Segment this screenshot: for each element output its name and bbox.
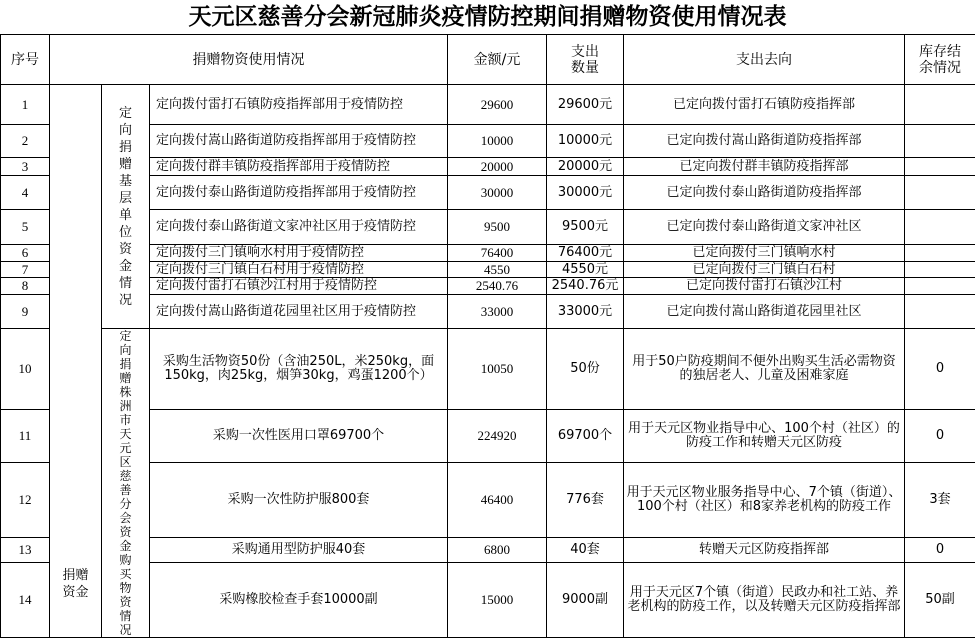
row-destination: 已定向拨付雷打石镇沙江村 [624,278,905,295]
row-stock: 3套 [905,462,975,537]
row-seq: 12 [1,462,50,537]
row-seq: 13 [1,537,50,563]
row-seq: 3 [1,158,50,176]
row-description: 采购通用型防护服40套 [150,537,448,563]
row-quantity: 50份 [547,329,624,410]
category-grassroots: 定 向 捐 赠 基 层 单 位 资 金 情 况 [102,85,150,329]
row-stock: 50副 [905,563,975,638]
donation-usage-table [0,34,975,638]
row-amount: 10050 [448,329,547,410]
row-description: 定向拨付泰山路街道防疫指挥部用于疫情防控 [150,176,448,210]
table-row [1,85,975,125]
row-amount: 9500 [448,210,547,245]
row-amount: 4550 [448,262,547,278]
row-stock [905,262,975,278]
row-quantity: 776套 [547,462,624,537]
row-amount: 20000 [448,158,547,176]
row-seq: 4 [1,176,50,210]
header-stock: 库存结 余情况 [905,35,975,85]
row-stock [905,158,975,176]
row-stock [905,125,975,158]
row-amount: 46400 [448,462,547,537]
row-stock [905,278,975,295]
row-quantity: 29600元 [547,85,624,125]
row-quantity: 33000元 [547,295,624,329]
category-purchase: 定 向 捐 赠 株 洲 市 天 元 区 慈 善 分 会 资 金 购 买 物 资 情 况 [102,329,150,638]
row-stock [905,176,975,210]
row-quantity: 20000元 [547,158,624,176]
row-destination: 已定向拨付泰山路街道文家冲社区 [624,210,905,245]
row-quantity: 69700个 [547,410,624,463]
page-title: 天元区慈善分会新冠肺炎疫情防控期间捐赠物资使用情况表 [0,0,975,34]
row-amount: 224920 [448,410,547,463]
row-amount: 76400 [448,245,547,262]
row-amount: 6800 [448,537,547,563]
row-quantity: 30000元 [547,176,624,210]
row-description: 定向拨付群丰镇防疫指挥部用于疫情防控 [150,158,448,176]
row-destination: 已定向拨付三门镇白石村 [624,262,905,278]
row-quantity: 10000元 [547,125,624,158]
header-destination: 支出去向 [624,35,905,85]
row-seq: 1 [1,85,50,125]
row-quantity: 40套 [547,537,624,563]
row-quantity: 4550元 [547,262,624,278]
row-seq: 6 [1,245,50,262]
row-seq: 11 [1,410,50,463]
row-quantity: 9500元 [547,210,624,245]
row-stock: 0 [905,410,975,463]
row-stock: 0 [905,329,975,410]
row-description: 定向拨付嵩山路街道花园里社区用于疫情防控 [150,295,448,329]
row-seq: 5 [1,210,50,245]
row-destination: 用于天元区7个镇（街道）民政办和社工站、养老机构的防疫工作，以及转赠天元区防疫指挥部 [624,563,905,638]
row-description: 定向拨付泰山路街道文家冲社区用于疫情防控 [150,210,448,245]
row-description: 定向拨付雷打石镇防疫指挥部用于疫情防控 [150,85,448,125]
row-destination: 已定向拨付雷打石镇防疫指挥部 [624,85,905,125]
row-seq: 8 [1,278,50,295]
row-description: 采购生活物资50份（含油250L，米250kg，面150kg，肉25kg，烟笋30kg，鸡蛋1200个） [150,329,448,410]
row-amount: 30000 [448,176,547,210]
header-row [1,35,975,85]
header-amount: 金额/元 [448,35,547,85]
row-amount: 29600 [448,85,547,125]
row-destination: 已定向拨付群丰镇防疫指挥部 [624,158,905,176]
row-quantity: 9000副 [547,563,624,638]
category-main: 捐赠 资金 [50,85,102,638]
row-destination: 已定向拨付三门镇响水村 [624,245,905,262]
row-destination: 已定向拨付嵩山路街道花园里社区 [624,295,905,329]
row-destination: 转赠天元区防疫指挥部 [624,537,905,563]
row-destination: 用于天元区物业指导中心、100个村（社区）的防疫工作和转赠天元区防疫 [624,410,905,463]
row-stock [905,245,975,262]
table-row [1,329,975,410]
row-stock: 0 [905,537,975,563]
row-description: 定向拨付三门镇白石村用于疫情防控 [150,262,448,278]
header-seq: 序号 [1,35,50,85]
row-description: 采购一次性防护服800套 [150,462,448,537]
row-seq: 10 [1,329,50,410]
row-description: 定向拨付嵩山路街道防疫指挥部用于疫情防控 [150,125,448,158]
row-amount: 10000 [448,125,547,158]
row-destination: 已定向拨付泰山路街道防疫指挥部 [624,176,905,210]
row-seq: 7 [1,262,50,278]
row-description: 采购橡胶检查手套10000副 [150,563,448,638]
header-usage: 捐赠物资使用情况 [50,35,448,85]
row-amount: 2540.76 [448,278,547,295]
row-quantity: 76400元 [547,245,624,262]
row-description: 定向拨付雷打石镇沙江村用于疫情防控 [150,278,448,295]
header-out-qty: 支出 数量 [547,35,624,85]
row-destination: 用于天元区物业服务指导中心、7个镇（街道）、100个村（社区）和8家养老机构的防疫工作 [624,462,905,537]
row-seq: 14 [1,563,50,638]
row-amount: 33000 [448,295,547,329]
row-amount: 15000 [448,563,547,638]
row-destination: 已定向拨付嵩山路街道防疫指挥部 [624,125,905,158]
row-stock [905,295,975,329]
row-description: 定向拨付三门镇响水村用于疫情防控 [150,245,448,262]
row-seq: 9 [1,295,50,329]
row-stock [905,85,975,125]
row-quantity: 2540.76元 [547,278,624,295]
row-description: 采购一次性医用口罩69700个 [150,410,448,463]
row-seq: 2 [1,125,50,158]
row-stock [905,210,975,245]
row-destination: 用于50户防疫期间不便外出购买生活必需物资的独居老人、儿童及困难家庭 [624,329,905,410]
